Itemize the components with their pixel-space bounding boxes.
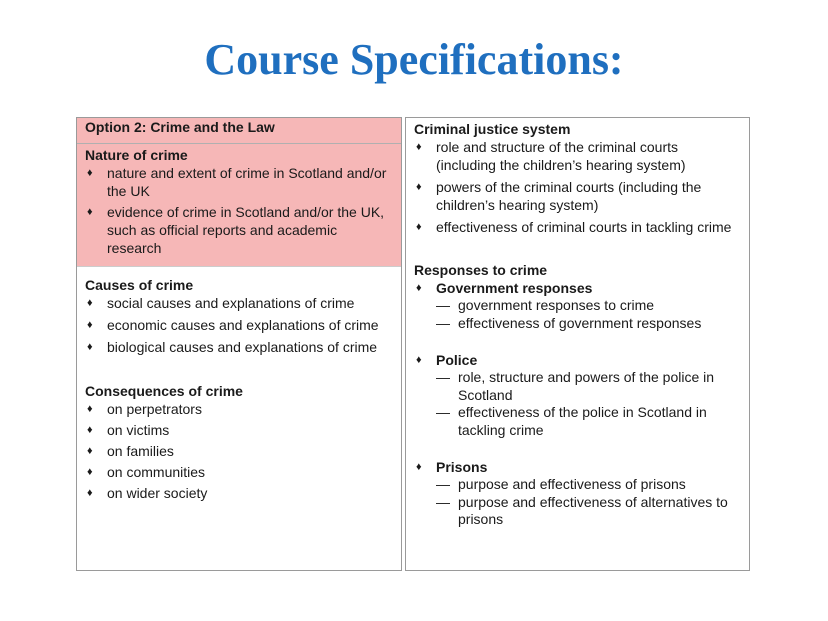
group-government: ♦ Government responses — [416, 280, 593, 296]
diamond-bullet-icon: ♦ — [416, 141, 422, 153]
consequences-list — [85, 400, 393, 502]
consequences-section — [77, 382, 401, 502]
diamond-bullet-icon: ♦ — [416, 181, 422, 193]
nature-list — [85, 164, 393, 257]
cjs-list — [414, 138, 741, 236]
responses-section — [406, 261, 749, 529]
sub-item: — role, structure and powers of the police in Scotland — [436, 369, 715, 403]
sub-item: — effectiveness of the police in Scotland in tackling crime — [436, 404, 707, 438]
diamond-bullet-icon: ♦ — [87, 206, 93, 218]
list-item: ♦ on wider society — [87, 485, 208, 501]
causes-section — [77, 276, 401, 356]
nature-heading: Nature of crime — [85, 147, 188, 163]
dash-icon: — — [436, 369, 450, 385]
list-item: ♦ powers of the criminal courts (including the children’s hearing system) — [416, 179, 702, 213]
list-item: ♦ on perpetrators — [87, 401, 202, 417]
list-item: ♦ on communities — [87, 464, 206, 480]
responses-heading: Responses to crime — [414, 262, 548, 278]
diamond-bullet-icon: ♦ — [87, 319, 93, 331]
dash-icon: — — [436, 404, 450, 420]
causes-list — [85, 294, 393, 356]
diamond-bullet-icon: ♦ — [416, 461, 422, 473]
diamond-bullet-icon: ♦ — [87, 424, 93, 436]
diamond-bullet-icon: ♦ — [87, 445, 93, 457]
dash-icon: — — [436, 476, 450, 492]
nature-section — [77, 144, 401, 267]
diamond-bullet-icon: ♦ — [416, 282, 422, 294]
list-item: ♦ evidence of crime in Scotland and/or the UK, such as official reports and academic research — [87, 204, 385, 256]
group-prisons: ♦ Prisons — [416, 459, 488, 475]
list-item: ♦ economic causes and explanations of crime — [87, 317, 379, 333]
cjs-heading: Criminal justice system — [414, 121, 571, 137]
list-item: ♦ social causes and explanations of crime — [87, 295, 355, 311]
diamond-bullet-icon: ♦ — [416, 354, 422, 366]
left-panel — [76, 117, 402, 571]
sub-item: — effectiveness of government responses — [436, 314, 702, 331]
diamond-bullet-icon: ♦ — [87, 167, 93, 179]
dash-icon: — — [436, 314, 450, 331]
option-header: Option 2: Crime and the Law — [77, 118, 401, 144]
group-police: ♦ Police — [416, 352, 478, 368]
consequences-heading: Consequences of crime — [85, 383, 243, 399]
right-panel — [405, 117, 750, 571]
diamond-bullet-icon: ♦ — [87, 466, 93, 478]
list-item: ♦ on families — [87, 443, 174, 459]
diamond-bullet-icon: ♦ — [416, 221, 422, 233]
cjs-section — [406, 118, 749, 236]
page-title: Course Specifications: — [204, 35, 624, 84]
responses-list — [414, 279, 741, 529]
sub-item: — purpose and effectiveness of alternatives to prisons — [436, 493, 728, 527]
list-item: ♦ role and structure of the criminal courts (including the children’s hearing system) — [416, 139, 686, 173]
diamond-bullet-icon: ♦ — [87, 487, 93, 499]
list-item: ♦ biological causes and explanations of crime — [87, 339, 378, 355]
sub-item: — government responses to crime — [436, 297, 655, 313]
list-item: ♦ on victims — [87, 422, 170, 438]
diamond-bullet-icon: ♦ — [87, 341, 93, 353]
diamond-bullet-icon: ♦ — [87, 403, 93, 415]
list-item: ♦ nature and extent of crime in Scotland and/or the UK — [87, 165, 387, 199]
dash-icon: — — [436, 297, 450, 313]
sub-item: — purpose and effectiveness of prisons — [436, 476, 686, 492]
causes-heading: Causes of crime — [85, 277, 194, 293]
dash-icon: — — [436, 493, 450, 510]
diamond-bullet-icon: ♦ — [87, 297, 93, 309]
list-item: ♦ effectiveness of criminal courts in tackling crime — [416, 219, 732, 235]
